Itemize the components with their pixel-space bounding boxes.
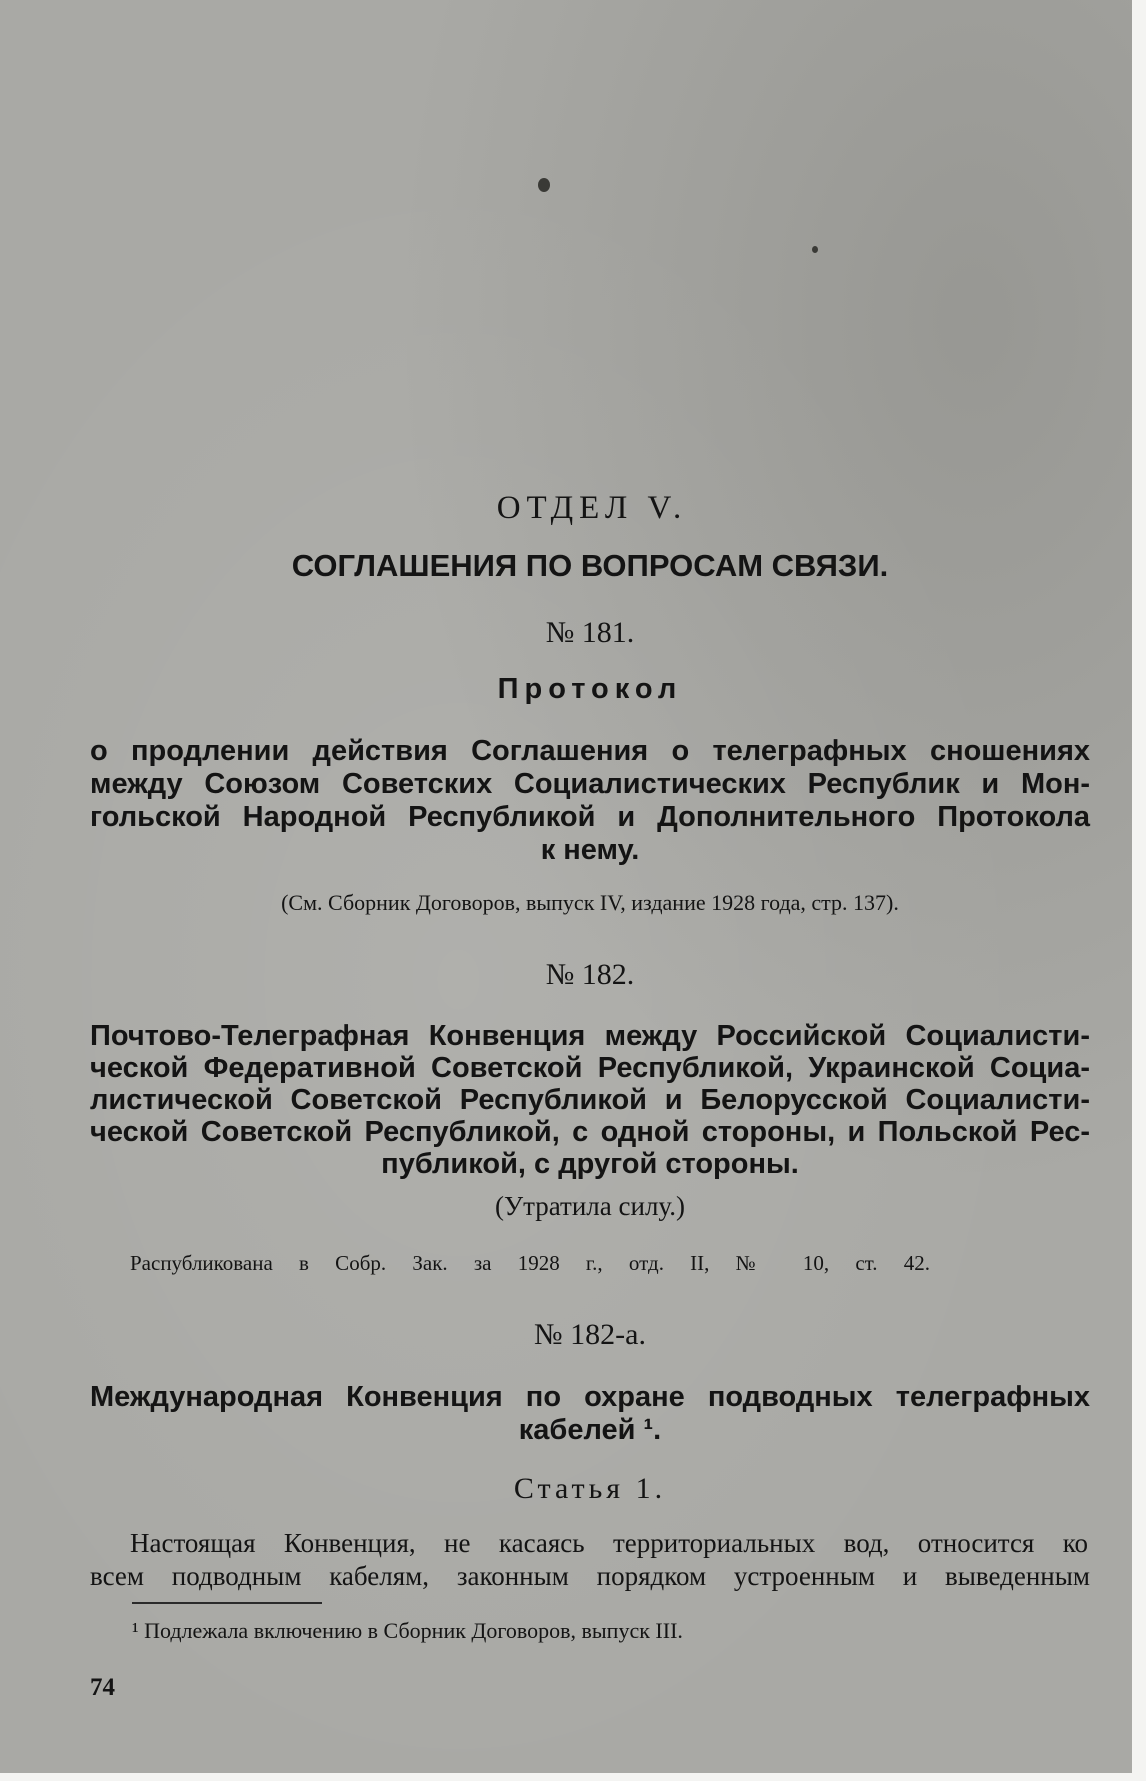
item-182-status: (Утратила силу.)	[495, 1191, 685, 1221]
section-title: ОТДЕЛ V.	[496, 490, 688, 526]
item-182-description-line: Почтово-Телеграфная Конвенция между Российской Социалисти-	[90, 1020, 1090, 1052]
item-181-heading: Протокол	[497, 673, 683, 705]
item-181-number: № 181.	[545, 616, 635, 649]
item-182-number: № 182.	[545, 958, 635, 991]
item-181-description-line: гольской Народной Республикой и Дополнительного Протокола	[90, 801, 1090, 833]
footnote-divider	[132, 1602, 322, 1604]
item-182-description-line: ческой Советской Республикой, с одной стороны, и Польской Рес-	[90, 1116, 1090, 1148]
item-181-description-line: между Союзом Советских Социалистических Республик и Мон-	[90, 768, 1090, 800]
item-182-description-line: листической Советской Республикой и Белорусской Социалисти-	[90, 1084, 1090, 1116]
item-182a-description-line: Международная Конвенция по охране подводных телеграфных	[90, 1381, 1090, 1413]
body-text-line: всем подводным кабелям, законным порядком устроенным и выведенным	[90, 1561, 1090, 1591]
body-text-line: Настоящая Конвенция, не касаясь территориальных вод, относится ко	[130, 1528, 1088, 1558]
ink-speck	[538, 178, 550, 192]
item-181-reference: (См. Сборник Договоров, выпуск IV, издание 1928 года, стр. 137).	[281, 890, 899, 915]
page-number: 74	[90, 1674, 115, 1701]
item-181-description-line: о продлении действия Соглашения о телеграфных сношениях	[90, 735, 1090, 767]
ink-speck	[812, 246, 818, 253]
item-182a-description-line: кабелей ¹.	[518, 1414, 662, 1446]
item-182a-number: № 182-а.	[534, 1318, 646, 1351]
footnote: ¹ Подлежала включению в Сборник Договоров, выпуск III.	[132, 1618, 683, 1643]
item-182-publication: Распубликована в Собр. Зак. за 1928 г., отд. II, № 10, ст. 42.	[130, 1251, 930, 1275]
section-subtitle: СОГЛАШЕНИЯ ПО ВОПРОСАМ СВЯЗИ.	[291, 548, 889, 583]
item-182-description-line: ческой Федеративной Советской Республикой, Украинской Социа-	[90, 1052, 1090, 1084]
page-edge-bottom	[0, 1773, 1146, 1781]
item-182-description-line: публикой, с другой стороны.	[381, 1148, 799, 1180]
article-heading: Статья 1.	[513, 1472, 667, 1505]
item-181-description-line: к нему.	[540, 834, 640, 866]
page-edge	[1132, 0, 1146, 1781]
